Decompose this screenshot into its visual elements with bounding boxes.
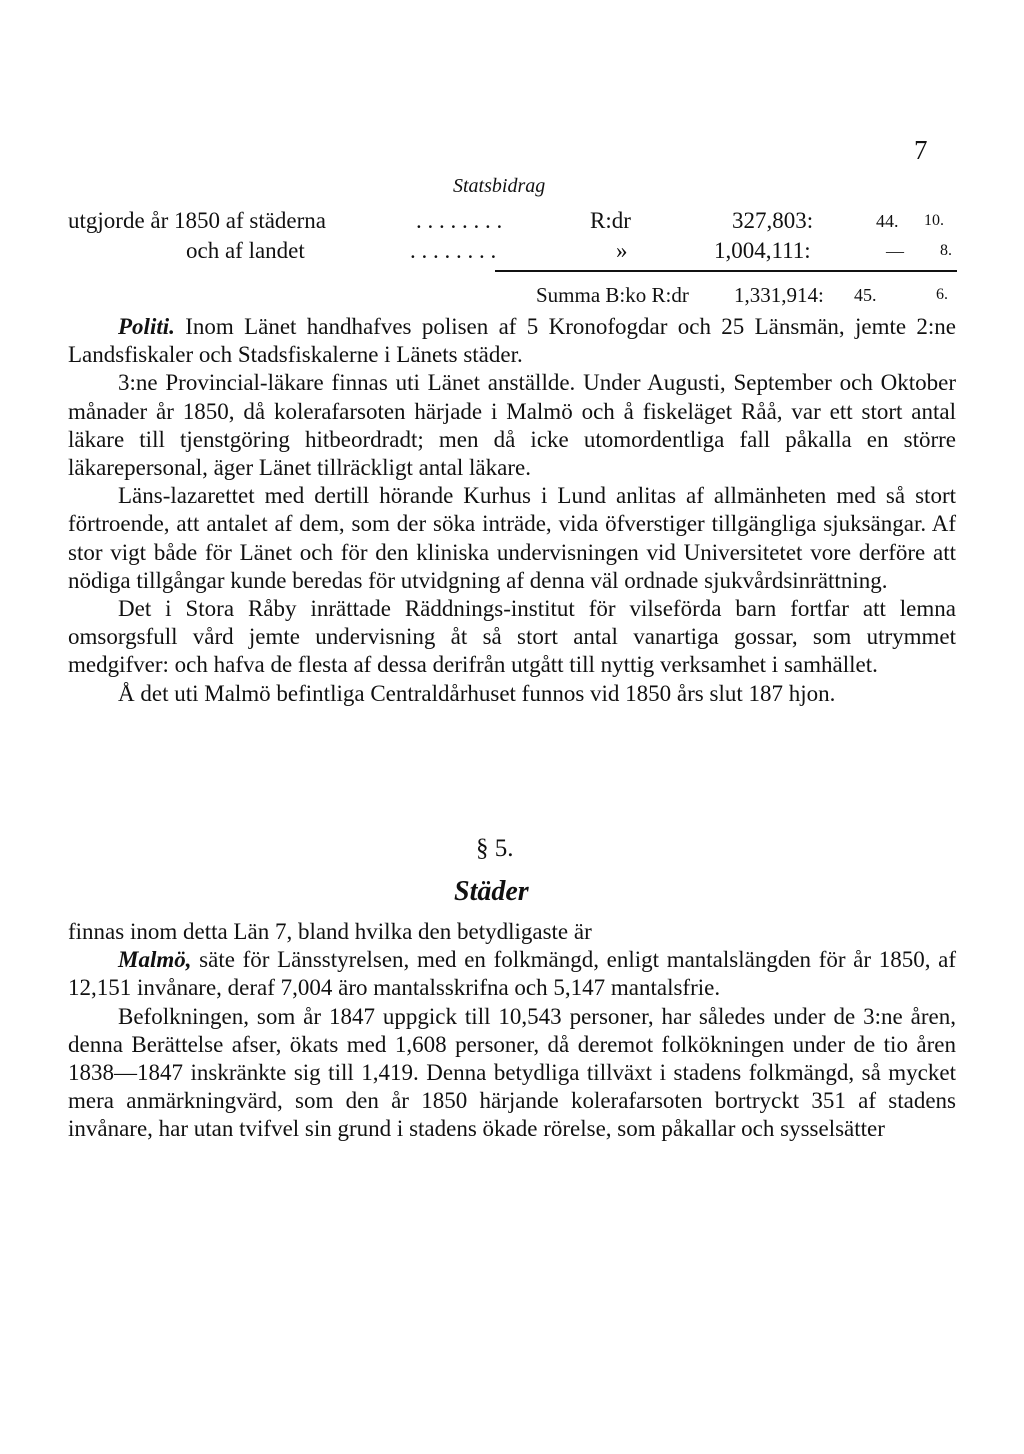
statsbidrag-heading: Statsbidrag	[453, 175, 546, 197]
paragraph	[68, 313, 956, 369]
stats-sub: 10.	[924, 212, 944, 229]
stats-currency: R:dr	[590, 208, 631, 233]
paragraph-text: Inom Länet handhafves polisen af 5 Kronofogdar och 25 Länsmän, jemte 2:ne Landsfiskaler och Stadsfiskalerne i Länets städer.	[68, 314, 956, 368]
summa-amount: 1,331,914:	[734, 283, 824, 307]
stats-sub: 8.	[940, 242, 952, 259]
stats-row	[68, 206, 958, 236]
paragraph-text: säte för Länsstyrelsen, med en folkmängd, enligt mantalslängden för år 1850, af 12,151 invånare, deraf 7,004 äro mantalsskrifna och 5,147 mantalsfrie.	[68, 947, 957, 1001]
malmo-run-in: Malmö,	[118, 947, 192, 973]
stader-section	[68, 918, 956, 1144]
paragraph: Befolkningen, som år 1847 uppgick till 10,543 personer, har således under de 3:ne åren, denna Berättelse afser, ökats med 1,608 personer, då deremot folkökningen under de tio åren 1838—1847 inskränkte sig till 1,419. Denna betydliga tillväxt i stadens folkmängd, så mycket mera anmärkningvärd, som den år 1850 härjande kolerafarsoten bortryckt 351 af stadens invånare, har utan tvifvel sin grund i stadens ökade rörelse, som påkallar och sysselsätter	[68, 1003, 956, 1142]
summa-sub: 6.	[936, 286, 948, 303]
paragraph: Läns-lazarettet med dertill hörande Kurhus i Lund anlitas af allmänheten med så stort förtroende, att antalet af dem, som der söka inträde, vida öfverstiger tillgängliga sjuksängar. Af stor vigt både för Länet och för den kliniska undervisningen vid Universitetet vore derföre att nödiga tillgångar kunde beredas för utvidgning af denna väl ordnade sjukvårdsinrättning.	[68, 483, 956, 593]
stats-fraction: —	[886, 241, 904, 261]
stats-label: utgjorde år 1850 af städerna	[68, 208, 327, 233]
stats-fraction: 44.	[876, 211, 899, 231]
summa-fraction: 45.	[854, 285, 877, 305]
section-number: § 5.	[476, 835, 514, 862]
summa-row	[68, 280, 958, 310]
summa-label: Summa B:ko R:dr	[536, 283, 689, 307]
page-number: 7	[914, 135, 928, 165]
stats-amount: 1,004,111:	[714, 238, 811, 263]
paragraph: Å det uti Malmö befintliga Centraldårhuset funnos vid 1850 års slut 187 hjon.	[118, 680, 836, 706]
paragraph	[68, 946, 956, 1002]
stats-row	[68, 236, 958, 266]
paragraph: finnas inom detta Län 7, bland hvilka den betydligaste är	[68, 919, 592, 944]
paragraph: 3:ne Provincial-läkare finnas uti Länet anställde. Under Augusti, September och Oktober månader år 1850, då kolerafarsoten härjade i Malmö och å fiskeläget Råå, var ett stort antal läkare till tjenstgöring hitbeordradt; men då icke utomordentliga fall påkalla en större läkarepersonal, äger Länet tillräckligt antal läkare.	[68, 370, 956, 481]
stats-label: och af landet	[186, 238, 305, 263]
stats-leaders: . . . . . . . .	[416, 208, 503, 233]
section-title: Städer	[454, 876, 529, 907]
stats-leaders: . . . . . . . .	[410, 238, 497, 263]
politi-run-in: Politi.	[118, 314, 175, 339]
politi-section	[68, 313, 956, 708]
stats-amount: 327,803:	[732, 208, 814, 233]
stats-currency: »	[616, 238, 628, 263]
paragraph: Det i Stora Råby inrättade Räddnings-institut för vilseförda barn fortfar att lemna omsorgsfull vård jemte undervisning åt så stort antal vanartiga gossar, som utrymmet medgifver: och hafva de flesta af dessa derifrån utgått till nyttig verksamhet i samhället.	[68, 596, 956, 678]
sum-rule	[495, 270, 957, 272]
